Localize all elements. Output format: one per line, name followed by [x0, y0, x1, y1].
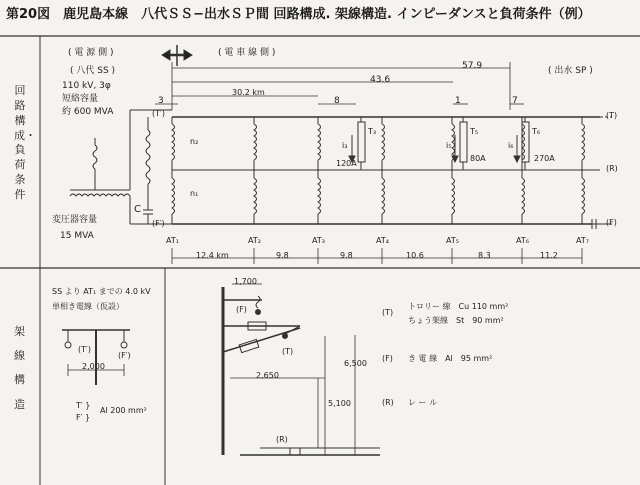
load-120A: 120A	[336, 159, 357, 168]
dist-3: 3	[158, 96, 164, 106]
legend-F-feeder: き 電 線 Al 95 mm²	[408, 354, 493, 363]
legend-F-key: (F)	[382, 354, 393, 363]
at-label-7: AT₇	[576, 236, 589, 245]
izumi-sp-label: ( 出水 SP )	[548, 66, 593, 76]
ss-spec-voltage: 110 kV, 3φ	[62, 81, 111, 91]
main-lines	[172, 117, 612, 229]
legend-R-rail: レ ー ル	[408, 398, 438, 407]
i6-label: i₆	[508, 141, 514, 150]
structure-note-2: 単相き電線（仮設）	[52, 302, 124, 311]
wire-spec-F: F′ }	[76, 413, 91, 422]
T-prime-left: (T′)	[152, 109, 165, 118]
wire-al-spec: Al 200 mm²	[100, 406, 147, 415]
F-right: (F)	[606, 218, 617, 227]
load-T5	[460, 122, 467, 162]
legend-T-trolley: トロリー 線 Cu 110 mm²	[408, 302, 509, 311]
side-label-circuit: 回路構成・負荷条件	[14, 84, 36, 201]
at-label-2: AT₂	[248, 236, 261, 245]
T6-label: T₆	[532, 127, 541, 136]
source-transformer	[70, 110, 172, 224]
wire-spec-T: T′ }	[76, 401, 91, 410]
dist-43-6: 43.6	[370, 75, 391, 85]
dim-1700: 1,700	[234, 277, 257, 286]
figure-title: 第20図 鹿児島本線 八代ＳＳ−出水ＳＰ間 回路構成. 架線構造. インピーダンスと負荷条件（例）	[6, 7, 591, 22]
yatsushiro-ss-label: ( 八代 SS )	[70, 66, 116, 76]
at-label-5: AT₅	[446, 236, 459, 245]
load-270A: 270A	[534, 154, 555, 163]
width-2000: 2,000	[82, 362, 105, 371]
capacitor-label: C	[134, 204, 141, 215]
legend-T-key: (T)	[382, 308, 394, 317]
segment-4: 10.6	[406, 251, 424, 260]
dist-1: 1	[455, 96, 461, 106]
i3-label: i₃	[342, 141, 348, 150]
transformer-capacity-label: 変圧器容量	[52, 215, 98, 225]
load-80A: 80A	[470, 154, 486, 163]
direction-arrow	[162, 45, 192, 66]
segment-5: 8.3	[478, 251, 491, 260]
struct-F-label: (F)	[236, 305, 247, 314]
dim-2650: 2,650	[256, 371, 279, 380]
T3-label: T₃	[368, 127, 377, 136]
t-prime-label: (T′)	[78, 345, 91, 354]
struct-T-label: (T)	[282, 347, 294, 356]
dist-7: 7	[512, 96, 518, 106]
at-label-6: AT₆	[516, 236, 529, 245]
R-right: (R)	[606, 164, 618, 173]
load-T6	[522, 122, 529, 162]
T-right: (T)	[606, 111, 618, 120]
n1-label: n₁	[190, 189, 199, 198]
ss-spec-capacity: 約 600 MVA	[62, 107, 114, 117]
segment-dimensions	[172, 248, 582, 264]
T5-label: T₅	[470, 127, 479, 136]
dim-5100: 5,100	[328, 399, 351, 408]
dist-57-9: 57.9	[462, 61, 483, 71]
loads	[349, 117, 529, 170]
legend-T-messenger: ちょう架線 St 90 mm²	[408, 316, 504, 325]
power-side-label: ( 電 源 側 )	[68, 48, 114, 58]
load-T3	[358, 122, 365, 162]
side-label-structure: 架線構造	[14, 325, 27, 411]
segment-1: 12.4 km	[196, 251, 229, 260]
at-label-3: AT₃	[312, 236, 325, 245]
f-prime-label: (F′)	[118, 351, 131, 360]
legend-R-key: (R)	[382, 398, 394, 407]
ss-spec-short-circuit: 短絡容量	[62, 94, 99, 104]
n2-label: n₂	[190, 137, 199, 146]
i5-label: i₅	[446, 141, 452, 150]
segment-2: 9.8	[276, 251, 289, 260]
struct-R-label: (R)	[276, 435, 288, 444]
at-label-1: AT₁	[166, 236, 179, 245]
dist-30-2: 30.2 km	[232, 88, 265, 97]
dist-8: 8	[334, 96, 340, 106]
structure-note-1: SS より AT₁ までの 4.0 kV	[52, 287, 151, 296]
segment-3: 9.8	[340, 251, 353, 260]
F-prime-left: (F′)	[152, 219, 165, 228]
dim-6500: 6,500	[344, 359, 367, 368]
feeder-direction-label: ( 電 車 線 側 )	[218, 48, 276, 58]
segment-6: 11.2	[540, 251, 558, 260]
at-label-4: AT₄	[376, 236, 389, 245]
transformer-capacity-value: 15 MVA	[60, 231, 94, 241]
